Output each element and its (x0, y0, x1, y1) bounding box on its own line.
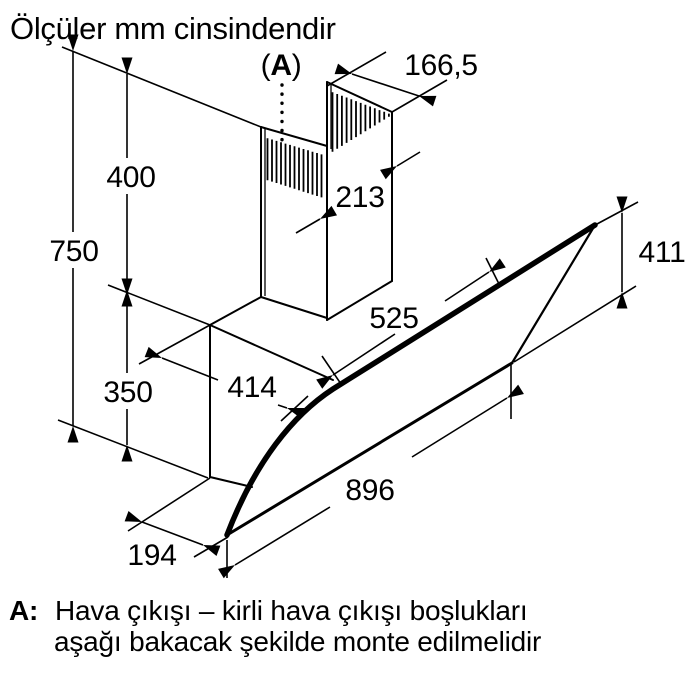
dim-chimney-height-label: 400 (106, 161, 156, 194)
dim-body-depth-label: 414 (227, 371, 277, 404)
dim-body-height-label: 350 (103, 376, 153, 409)
footnote-line-1: A: Hava çıkışı – kirli hava çıkışı boşlukları (9, 595, 528, 626)
dim-glass-side-label: 411 (638, 236, 686, 269)
dim-bottom-depth-label: 194 (127, 539, 177, 572)
footnote-line-2: aşağı bakacak şekilde monte edilmelidir (54, 626, 542, 657)
dim-duct-width-label: 213 (335, 181, 385, 214)
page-title: Ölçüler mm cinsindendir (10, 11, 336, 46)
air-outlet-marker: (A) (260, 49, 302, 82)
dim-glass-width-label: 896 (345, 474, 395, 507)
vent-slots-right (333, 92, 389, 152)
dim-duct-depth-label: 166,5 (404, 49, 478, 82)
duct-width-pointer-right (397, 152, 420, 166)
dim-total-height-label: 750 (49, 235, 99, 268)
footnote-marker: A: (9, 595, 39, 626)
glass-panel (227, 225, 595, 535)
duct-width-pointer-left (296, 219, 320, 233)
dim-top-edge-label: 525 (369, 302, 419, 335)
vent-slots-left (268, 138, 322, 197)
